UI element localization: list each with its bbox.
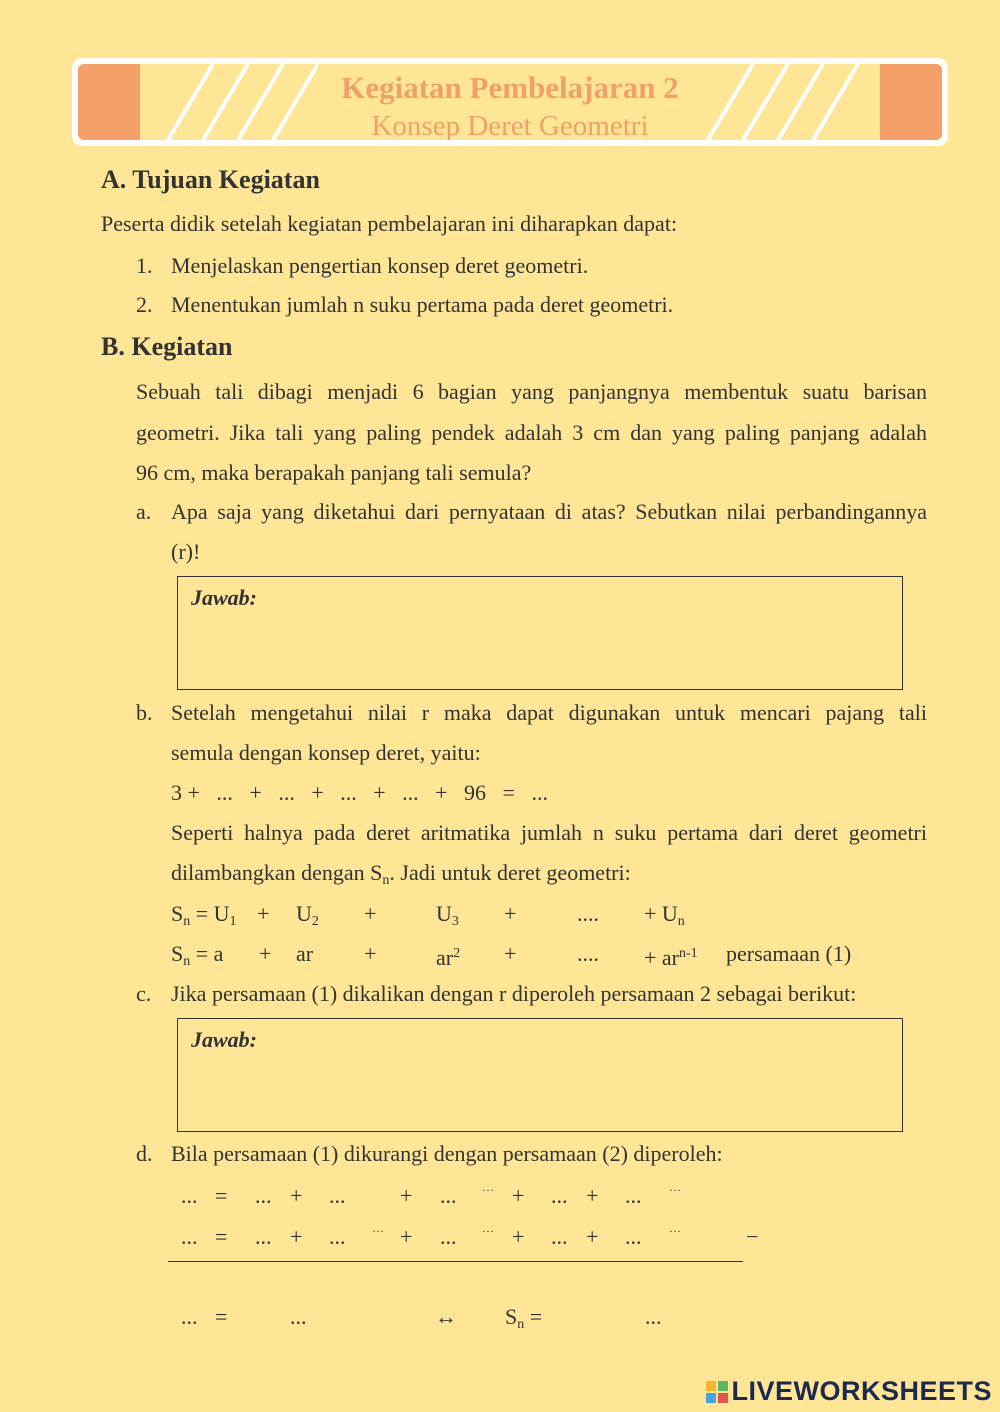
blank-field[interactable]: ...: [255, 1183, 272, 1208]
question-b-text-cont: dilambangkan dengan $S_n$. Jadi untuk deret geometri:: [171, 860, 631, 888]
sn-result: $S_n$ =: [505, 1304, 543, 1332]
plus-sign: +: [586, 1183, 599, 1208]
question-c-text: Jika persamaan (1) dikalikan dengan r diperoleh persamaan 2 sebagai berikut:: [171, 981, 857, 1006]
question-b-text-cont: Seperti halnya pada deret aritmatika jumlah n suku pertama dari deret geometri: [171, 820, 927, 845]
objective-text: Menentukan jumlah n suku pertama pada deret geometri.: [171, 292, 674, 317]
objective-text: Menjelaskan pengertian konsep deret geometri.: [171, 253, 589, 278]
formula-2-term-2: ar: [296, 941, 314, 966]
formula-1-plus: +: [257, 901, 270, 926]
small-dots: ···: [372, 1224, 384, 1238]
title-banner: [72, 58, 948, 146]
answer-label: Jawab:: [191, 585, 257, 610]
blank-field[interactable]: ...: [181, 1183, 198, 1208]
question-c-letter: c.: [136, 981, 152, 1006]
blank-field[interactable]: ...: [181, 1224, 198, 1249]
plus-sign: +: [400, 1183, 413, 1208]
formula-2-plus: +: [364, 941, 377, 966]
blank-field[interactable]: ...: [329, 1224, 346, 1249]
answer-label: Jawab:: [191, 1027, 257, 1052]
section-a-heading: A. Tujuan Kegiatan: [101, 165, 320, 194]
equals-sign: =: [215, 1183, 228, 1208]
formula-2-lhs: $S_n = a$: [171, 941, 224, 969]
formula-2-plus: +: [259, 941, 272, 966]
formula-1-plus: +: [364, 901, 377, 926]
question-b-text: Setelah mengetahui nilai r maka dapat digunakan untuk mencari pajang tali: [171, 700, 927, 725]
formula-2-term-3: $ar^2$: [436, 945, 461, 970]
plus-sign: +: [290, 1224, 303, 1249]
question-a-text: Apa saja yang diketahui dari pernyataan di atas? Sebutkan nilai perbandingannya: [171, 499, 927, 524]
answer-box-a[interactable]: [177, 576, 903, 690]
formula-2-term-n: + $ar^{n-1}$: [644, 945, 698, 970]
blank-field[interactable]: ...: [625, 1183, 642, 1208]
plus-sign: +: [400, 1224, 413, 1249]
plus-sign: +: [290, 1183, 303, 1208]
question-a-letter: a.: [136, 499, 152, 524]
problem-line: 96 cm, maka berapakah panjang tali semula?: [136, 460, 532, 485]
blank-field[interactable]: ...: [440, 1183, 457, 1208]
blank-field[interactable]: ...: [645, 1304, 662, 1329]
blank-field[interactable]: ...: [181, 1304, 198, 1329]
blank-field[interactable]: ...: [551, 1183, 568, 1208]
question-d-letter: d.: [136, 1141, 153, 1166]
minus-sign: −: [746, 1224, 759, 1249]
problem-line: geometri. Jika tali yang paling pendek adalah 3 cm dan yang paling panjang adalah: [136, 420, 927, 445]
equation-label: persamaan (1): [726, 941, 852, 966]
plus-sign: +: [512, 1224, 525, 1249]
formula-1-dots: ....: [577, 901, 599, 926]
page-subtitle: Konsep Deret Geometri: [371, 110, 649, 140]
objective-number: 1.: [136, 253, 153, 278]
liveworksheets-watermark: LIVEWORKSHEETS: [706, 1376, 992, 1407]
blank-field[interactable]: ...: [329, 1183, 346, 1208]
section-a-intro: Peserta didik setelah kegiatan pembelajaran ini diharapkan dapat:: [101, 211, 678, 236]
formula-1-lhs: $S_n = U_1$: [171, 901, 237, 929]
blank-field[interactable]: ...: [551, 1224, 568, 1249]
blank-field[interactable]: ...: [440, 1224, 457, 1249]
problem-line: Sebuah tali dibagi menjadi 6 bagian yang panjangnya membentuk suatu barisan: [136, 379, 927, 404]
formula-1-term-3: $U_3$: [436, 901, 459, 929]
formula-2-dots: ....: [577, 941, 599, 966]
blank-field[interactable]: ...: [290, 1304, 307, 1329]
question-a-text-cont: (r)!: [171, 539, 201, 564]
small-dots: ···: [669, 1183, 681, 1197]
liveworksheets-logo-icon: [706, 1381, 728, 1403]
equals-sign: =: [215, 1304, 228, 1329]
small-dots: ···: [669, 1224, 681, 1238]
blank-field[interactable]: ...: [255, 1224, 272, 1249]
formula-1-term-2: $U_2$: [296, 901, 319, 929]
objective-number: 2.: [136, 292, 153, 317]
subtraction-line: [168, 1261, 743, 1262]
series-expression: 3 + ... + ... + ... + ... + 96 = ...: [171, 780, 548, 805]
section-b-heading: B. Kegiatan: [101, 332, 233, 361]
question-b-letter: b.: [136, 700, 153, 725]
equivalence-arrow: ↔: [435, 1304, 457, 1329]
formula-1-term-n: + $U_n$: [644, 901, 685, 929]
blank-field[interactable]: ...: [625, 1224, 642, 1249]
page-title: Kegiatan Pembelajaran 2: [341, 70, 679, 105]
formula-1-plus: +: [504, 901, 517, 926]
plus-sign: +: [512, 1183, 525, 1208]
small-dots: ···: [482, 1224, 494, 1238]
small-dots: ···: [482, 1183, 494, 1197]
answer-box-c[interactable]: [177, 1018, 903, 1132]
equals-sign: =: [215, 1224, 228, 1249]
formula-2-plus: +: [504, 941, 517, 966]
question-b-text-cont: semula dengan konsep deret, yaitu:: [171, 740, 481, 765]
plus-sign: +: [586, 1224, 599, 1249]
question-d-text: Bila persamaan (1) dikurangi dengan persamaan (2) diperoleh:: [171, 1141, 723, 1166]
